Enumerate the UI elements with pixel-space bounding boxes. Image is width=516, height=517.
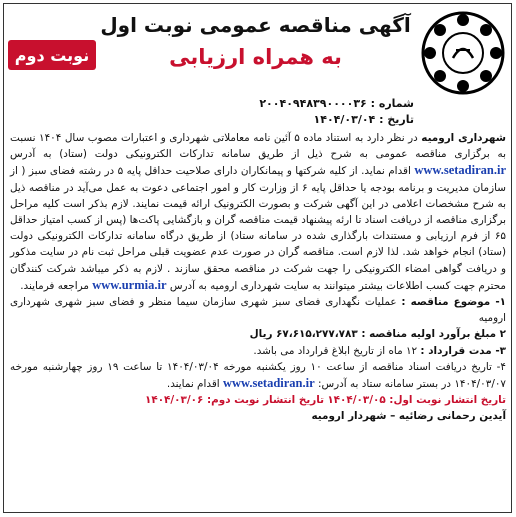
item-documents (10, 359, 506, 392)
item-subject-text: عملیات نگهداری فضای سبز شهری سازمان سیما منظر و فضای سبز شهری شهرداری ارومیه (10, 296, 506, 325)
notice-date-value: ۱۴۰۴/۰۳/۰۴ (313, 113, 376, 126)
notice-number (114, 96, 414, 112)
item-duration-text: ۱۲ ماه از تاریخ ابلاغ قرارداد می باشد. (253, 344, 421, 357)
item-duration-label: ۳- مدت قرارداد : (420, 344, 506, 357)
item-subject-label: ۱- موضوع مناقصه : (401, 296, 506, 309)
signature: آیدین رحمانی رضائیه – شهردار ارومیه (311, 410, 506, 423)
item-documents-text-2: اقدام نمایند. (166, 378, 223, 391)
notice-subtitle: به همراه ارزیابی (169, 45, 342, 69)
notice-body (10, 130, 506, 425)
notice-date-label: تاریخ : (379, 113, 414, 126)
urmia-link[interactable]: www.urmia.ir (92, 277, 167, 292)
intro-org: شهرداری ارومیه (421, 132, 507, 144)
publication-dates (10, 392, 506, 408)
setad-link[interactable]: www.setadiran.ir (414, 163, 506, 178)
notice-meta (114, 96, 414, 128)
item-estimate-label: ۲ مبلغ برآورد اولیه مناقصه : (361, 328, 506, 341)
publication-second: تاریخ انتشار نوبت دوم: ۱۴۰۴/۰۳/۰۶ (145, 394, 325, 407)
publication-first: تاریخ انتشار نوبت اول: ۱۴۰۴/۰۳/۰۵ (327, 394, 506, 407)
notice-number-value: ۲۰۰۴۰۹۴۸۳۹۰۰۰۰۳۶ (259, 97, 367, 110)
intro-text-1: در نظر دارد به استناد ماده ۵ آئین نامه معاملاتی شهرداری و اعتبارات مصوب سال ۱۴۰۴ نسبت به برگزاری مناقصه عمومی به شرح ذیل از طریق سامانه تدارکات الکترونیکی دولت (ستاد) به آدرس (10, 132, 506, 161)
notice-number-label: شماره : (370, 97, 414, 110)
round-badge: نوبت دوم (8, 40, 96, 70)
item-estimate-text: ۶۷،۶۱۵،۲۷۷،۷۸۳ ریال (249, 328, 362, 341)
intro-text-2: اقدام نماید. از کلیه شرکتها و پیمانکاران دارای صلاحیت حداقل پایه ۵ در رشته فضای سبز ( از سازمان مدیریت و برنامه بودجه یا حداقل پایه ۶ از وزارت کار و امور اجتماعی دعوت به عمل می‌آید در مناقصه ذیل به شرح مشخصات اعلامی در این آگهی شرکت و بصورت الکترونیک ارائه قیمت نمایند. لازم بذکر است کلیه مراحل برگزاری مناقصه از دریافت اسناد تا ارئه پیشنهاد قیمت مناقصه گران و بازگشایی پاکت‌ها (پس از کسب امتیاز حداقل ۶۵ از فرم ارزیابی و مستندات بارگذاری شده در سامانه ستاد) از طریق درگاه سامانه تدارکات الکترونیکی دولت (ستاد) انجام خواهد شد. لذا لازم است. مناقصه گران در صورت عدم عضویت قبلی مراحل ثبت نام در سایت مذکور و دریافت گواهی امضاء الکترونیکی را جهت شرکت در مناقصه محقق سازند . لازم به ذکر میباشد شرکت کنندگان محترم جهت کسب اطلاعات بیشتر میتوانند به سایت شهرداری ارومیه به آدرس (10, 165, 507, 292)
notice-title: آگهی مناقصه عمومی نوبت اول (100, 13, 411, 37)
item-documents-text-1: ۴- تاریخ دریافت اسناد مناقصه از ساعت ۱۰ روز یکشنبه مورخه ۱۴۰۴/۰۳/۰۴ تا ساعت ۱۹ روز چهارشنبه مورخه ۱۴۰۴/۰۳/۰۷ در بستر سامانه ستاد به آدرس: (10, 360, 506, 391)
intro-text-3: مراجعه فرمایند. (20, 279, 93, 292)
item-subject (10, 294, 506, 326)
item-duration (10, 343, 506, 359)
setad-link-2[interactable]: www.setadiran.ir (222, 376, 315, 391)
notice-date (114, 112, 414, 128)
intro-paragraph (10, 130, 506, 294)
item-estimate (10, 326, 506, 342)
urmia-municipality-logo (420, 10, 506, 96)
